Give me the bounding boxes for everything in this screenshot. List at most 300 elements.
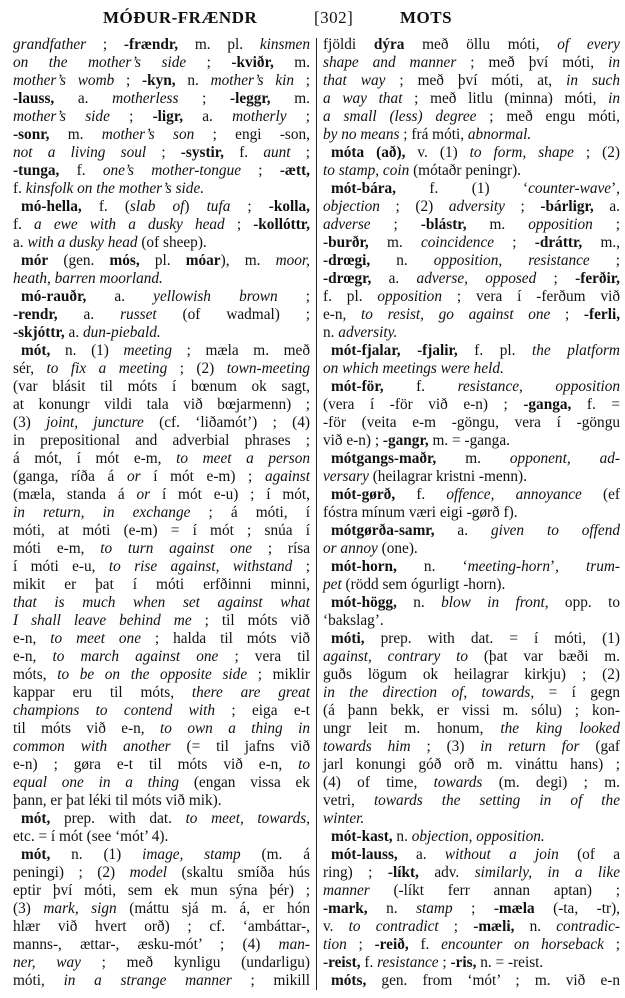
entry-line <box>323 774 620 792</box>
headword: móta (að), <box>331 144 406 161</box>
definition-text: on the mother’s side <box>13 54 187 71</box>
definition-text: similarly, in a like <box>474 864 620 881</box>
entry-text: ; <box>146 144 181 161</box>
definition-text: a small (less) degree <box>323 108 477 125</box>
headword: mótgørða-samr, <box>331 522 435 539</box>
entry-line <box>13 306 310 324</box>
entry-line <box>13 738 310 756</box>
entry-line <box>13 936 310 954</box>
definition-text: yellowish brown <box>153 288 278 305</box>
entry-text: (4) of time, <box>323 774 434 791</box>
entry-text: m. <box>368 234 421 251</box>
headword: -kolla, <box>268 198 310 215</box>
definition-text: that is much when set against what <box>13 594 310 611</box>
entry-line <box>323 576 620 594</box>
entry-line <box>323 252 620 270</box>
entry-line <box>323 756 620 774</box>
entry-text: (rödd sem ógurligt -horn). <box>341 576 506 593</box>
headword: -dráttr, <box>534 234 583 251</box>
entry-text: á mót, í mót e-m, <box>13 450 177 467</box>
headword: mót-horn, <box>331 558 397 575</box>
entry-text: ; <box>294 72 311 89</box>
entry-text: (3) <box>13 900 44 917</box>
entry-text: a. <box>13 234 28 251</box>
page-number: [302] <box>314 8 354 27</box>
entry-text: v. <box>323 918 349 935</box>
definition-text: dun-piebald. <box>82 324 161 341</box>
entry-line <box>13 450 310 468</box>
entry-text: ) <box>184 198 207 215</box>
entry-text: ; <box>504 198 541 215</box>
definition-text: kinsmen <box>259 36 310 53</box>
entry-text: ; engi -son, <box>194 126 310 143</box>
entry-text: þann, er þat léki til móts við mik). <box>13 792 222 809</box>
entry-text: (engan vissa ek <box>179 774 310 791</box>
definition-text: russet <box>120 306 157 323</box>
dictionary-entry <box>13 810 310 846</box>
definition-text: aunt <box>263 144 291 161</box>
dictionary-entry <box>323 558 620 594</box>
entry-text: (of wadmal) ; <box>156 306 311 323</box>
running-head-left: MÓÐUR-FRÆNDR <box>103 8 258 27</box>
entry-text: ; <box>224 216 254 233</box>
entry-text: opp. to <box>548 594 620 611</box>
definition-text: to be on the opposite side <box>57 666 248 683</box>
entry-text: ; með engu móti, <box>476 108 620 125</box>
definition-text: in return for <box>480 738 580 755</box>
definition-text: ner, way <box>13 954 81 971</box>
entry-line <box>13 594 310 612</box>
headword: mót-kast, <box>331 828 393 845</box>
headword: mót-för, <box>331 378 384 395</box>
headword: mót, <box>21 810 51 827</box>
headword: mós, <box>109 252 140 269</box>
entry-line <box>13 486 310 504</box>
headword: -mæli, <box>473 918 515 935</box>
entry-text: ; (2) <box>379 198 449 215</box>
entry-line <box>13 774 310 792</box>
headword: -reist, <box>323 954 361 971</box>
entry-line <box>13 972 310 990</box>
entry-text: kappar eru til móts, <box>13 684 192 701</box>
dictionary-entry <box>323 180 620 342</box>
headword: -skjóttr, <box>13 324 65 341</box>
entry-line <box>13 252 310 270</box>
entry-line <box>323 126 620 144</box>
entry-text: n. ‘ <box>396 558 468 575</box>
entry-text: ; <box>550 306 584 323</box>
entry-line <box>323 396 620 414</box>
definition-text: image, stamp <box>142 846 241 863</box>
entry-text: ; <box>86 36 124 53</box>
entry-line <box>323 432 620 450</box>
dictionary-entry <box>323 486 620 522</box>
entry-text: ; (2) <box>167 360 227 377</box>
definition-text: mark, sign <box>43 900 117 917</box>
entry-text: ; <box>346 936 375 953</box>
definition-text: tufa <box>206 198 231 215</box>
entry-text: v. (1) <box>405 144 470 161</box>
entry-text: (cf. ‘liðamót’) ; (4) <box>143 414 310 431</box>
headword: -rendr, <box>13 306 58 323</box>
entry-text: n. <box>367 900 417 917</box>
entry-line <box>13 954 310 972</box>
entry-text: e-n) ; gøra e-t til móts við e-n, <box>13 756 299 773</box>
entry-text: ; <box>370 216 421 233</box>
entry-line <box>323 180 620 198</box>
entry-text: f. <box>408 936 442 953</box>
entry-line <box>323 792 620 810</box>
definition-text: a ewe with a dusky head <box>34 216 225 233</box>
dictionary-entry <box>323 144 620 180</box>
entry-text: n. (1) <box>50 846 143 863</box>
entry-line <box>13 126 310 144</box>
definition-text: to meet a person <box>176 450 310 467</box>
definition-text: motherless <box>112 90 179 107</box>
definition-text: motherly <box>232 108 287 125</box>
entry-text: ; með því móti, at, <box>385 72 567 89</box>
definition-text: to stamp, coin <box>323 162 410 179</box>
entry-text: fjöldi <box>323 36 374 53</box>
entry-line <box>13 792 310 810</box>
entry-line <box>13 198 310 216</box>
entry-text: til móts við e-n, <box>13 720 161 737</box>
entry-text: ; <box>277 288 311 305</box>
entry-text: ), m. <box>220 252 276 269</box>
headword: -drœgr, <box>323 270 372 287</box>
entry-line <box>13 756 310 774</box>
definition-text: slab of <box>129 198 185 215</box>
entry-line <box>323 162 620 180</box>
entry-text: ; mæla m. með <box>171 342 310 359</box>
entry-text: (3) <box>13 414 47 431</box>
headword: -ligr, <box>152 108 184 125</box>
definition-text: by no means <box>323 126 400 143</box>
entry-line <box>13 396 310 414</box>
entry-line <box>13 414 310 432</box>
dictionary-entry <box>323 36 620 144</box>
definition-text: in a strange manner <box>63 972 232 989</box>
definition-text: to meet, towards, <box>185 810 310 827</box>
entry-text: ; <box>186 54 232 71</box>
headword: -ganga, <box>523 396 572 413</box>
entry-text: manns-, ættar-, æsku-mót’ ; (4) <box>13 936 279 953</box>
definition-text: without a join <box>444 846 559 863</box>
entry-line <box>323 90 620 108</box>
definition-text: equal one in a thing <box>13 774 180 791</box>
definition-text: in <box>608 90 620 107</box>
right-column <box>323 36 620 990</box>
definition-text: town-meeting <box>226 360 311 377</box>
dictionary-entry <box>13 252 310 288</box>
entry-text: adv. <box>418 864 475 881</box>
headword: -tunga, <box>13 162 60 179</box>
headword: móts, <box>331 972 367 989</box>
dictionary-entry <box>323 594 620 630</box>
entry-text: ; <box>494 234 535 251</box>
entry-text: f. pl. <box>323 288 378 305</box>
headword: -kyn, <box>142 72 176 89</box>
entry-line <box>323 666 620 684</box>
entry-text: ; eiga e-t <box>215 702 310 719</box>
entry-line <box>13 720 310 738</box>
definition-text: abnormal. <box>467 126 532 143</box>
entry-text: ; <box>603 936 620 953</box>
entry-text: (m. degi) ; m. <box>482 774 620 791</box>
entry-text: ; með kynligu (undarligu) <box>80 954 310 971</box>
headword: -kollóttr, <box>253 216 310 233</box>
entry-text: a. <box>593 198 620 215</box>
entry-line <box>323 918 620 936</box>
entry-text: ; á móti, í <box>190 504 310 521</box>
headword: mót, <box>21 342 51 359</box>
entry-text: a. <box>57 306 121 323</box>
entry-text: m. <box>49 126 102 143</box>
entry-text: e-n, <box>13 630 51 647</box>
entry-text: (ganga, ríða á <box>13 468 127 485</box>
entry-text: í mót e-m) ; <box>140 468 265 485</box>
running-head-right: MOTS <box>400 8 453 27</box>
entry-line <box>13 108 310 126</box>
definition-text: champions to contend with <box>13 702 216 719</box>
entry-text: a. <box>434 522 491 539</box>
entry-text: a. <box>371 270 417 287</box>
entry-text: ; frá móti, <box>399 126 468 143</box>
definition-text: opponent, ad- <box>509 450 620 467</box>
entry-line <box>323 594 620 612</box>
entry-text: m. <box>273 54 311 71</box>
entry-line <box>323 522 620 540</box>
definition-text: on which meetings were held. <box>323 360 504 377</box>
entry-line <box>13 810 310 828</box>
entry-text: jarl konungi góð orð m. vináttu hans) ; <box>323 756 620 773</box>
entry-line <box>323 828 620 846</box>
headword: -mæla <box>493 900 535 917</box>
entry-line <box>13 180 310 198</box>
entry-text: ; <box>292 558 311 575</box>
entry-text: f. <box>13 216 35 233</box>
entry-line <box>323 558 620 576</box>
entry-line <box>323 954 620 972</box>
headword: -reið, <box>374 936 409 953</box>
entry-text: f. <box>59 162 103 179</box>
entry-text: með öllu móti, <box>404 36 558 53</box>
entry-text: a. <box>54 90 113 107</box>
definition-text: opposition, resistance <box>433 252 590 269</box>
entry-text: ; <box>452 900 494 917</box>
definition-text: man- <box>278 936 310 953</box>
headword: -mark, <box>323 900 368 917</box>
entry-text: at konungr vildi tala við bœjarmenn) ; <box>13 396 310 413</box>
headword: -gangr, <box>382 432 429 449</box>
definition-text: to rise against, withstand <box>108 558 293 575</box>
entry-line <box>13 72 310 90</box>
dictionary-entry <box>323 522 620 558</box>
definition-text: meeting <box>123 342 172 359</box>
definition-text: or <box>136 486 151 503</box>
entry-text: (-ta, -tr), <box>534 900 620 917</box>
entry-line <box>13 162 310 180</box>
definition-text: I shall leave behind me <box>13 612 192 629</box>
entry-line <box>323 144 620 162</box>
entry-text: ’, <box>550 558 586 575</box>
entry-line <box>323 972 620 990</box>
entry-text: e-n, <box>323 306 362 323</box>
entry-text: ; mikill <box>231 972 310 989</box>
headword: -lauss, <box>13 90 55 107</box>
definition-text: to contradict <box>348 918 439 935</box>
entry-text: í mót e-u) ; í mót, <box>150 486 310 503</box>
dictionary-entry <box>13 198 310 252</box>
entry-line <box>323 414 620 432</box>
entry-text: (= til jafns við <box>170 738 310 755</box>
entry-text: m. <box>270 90 310 107</box>
entry-text: prep. with dat. <box>50 810 186 827</box>
entry-line <box>13 702 310 720</box>
definition-text: versary <box>323 468 369 485</box>
definition-text: with a dusky head <box>27 234 138 251</box>
entry-line <box>323 108 620 126</box>
definition-text: to resist, go against one <box>361 306 551 323</box>
definition-text: to form, shape <box>469 144 574 161</box>
entry-text: f. (1) ‘ <box>396 180 529 197</box>
definition-text: pet <box>323 576 342 593</box>
dictionary-entry <box>13 288 310 342</box>
entry-line <box>323 900 620 918</box>
entry-text: ; með því móti, <box>456 54 609 71</box>
entry-text: ; <box>438 954 451 971</box>
definition-text: objection, opposition. <box>411 828 545 845</box>
entry-line <box>323 72 620 90</box>
entry-line <box>13 288 310 306</box>
entry-text: (one). <box>377 540 418 557</box>
entry-text: ; vera í -ferðum við <box>441 288 620 305</box>
entry-text: fóstra mínum væri eigi -gørð f). <box>323 504 518 521</box>
entry-line <box>13 918 310 936</box>
entry-line <box>13 666 310 684</box>
entry-line <box>13 864 310 882</box>
definition-text: that way <box>323 72 386 89</box>
entry-text: n. <box>392 828 412 845</box>
entry-line <box>13 378 310 396</box>
definition-text: manner <box>323 882 370 899</box>
entry-text: mikit er þat í móti erfðinni minni, <box>13 576 310 593</box>
entry-text: f. <box>383 378 458 395</box>
entry-text: f. <box>395 486 447 503</box>
definition-text: counter-wave <box>528 180 612 197</box>
headword: -burðr, <box>323 234 369 251</box>
entry-text: a. <box>86 288 154 305</box>
dictionary-entry <box>323 972 620 990</box>
entry-line <box>13 558 310 576</box>
entry-line <box>13 630 310 648</box>
entry-text: ; <box>438 918 474 935</box>
entry-text: (heilagrar kristni -menn). <box>368 468 527 485</box>
entry-line <box>323 342 620 360</box>
entry-line <box>323 540 620 558</box>
column-divider <box>316 38 317 990</box>
entry-text: etc. = í mót (see ‘mót’ 4). <box>13 828 169 845</box>
definition-text: opposition <box>377 288 442 305</box>
entry-line <box>323 36 620 54</box>
entry-text: (skaltu smíða hús <box>167 864 310 881</box>
dictionary-entry <box>323 846 620 972</box>
entry-text: ‘bakslag’. <box>323 612 384 629</box>
headword: dýra <box>373 36 405 53</box>
entry-text: a. <box>397 846 445 863</box>
definition-text: blow in front, <box>441 594 549 611</box>
entry-text: (mæla, standa á <box>13 486 137 503</box>
definition-text: in the direction of, towards, <box>323 684 535 701</box>
entry-line <box>13 504 310 522</box>
entry-text: móts, <box>13 666 58 683</box>
entry-text: = í gegn <box>534 684 620 701</box>
headword: mór <box>21 252 49 269</box>
entry-line <box>13 828 310 846</box>
entry-text: m., <box>582 234 621 251</box>
dictionary-entry <box>323 342 620 378</box>
entry-text: ; vera til <box>218 648 310 665</box>
entry-line <box>13 216 310 234</box>
entry-text: -för (veita e-m -göngu, vera í -göngu <box>323 414 620 431</box>
definition-text: the platform <box>532 342 620 359</box>
entry-text: n. <box>514 918 557 935</box>
headword: mót-gørð, <box>331 486 396 503</box>
entry-text: (þat var bæði m. <box>468 648 620 665</box>
definition-text: or annoy <box>323 540 378 557</box>
definition-text: heath, barren moorland. <box>13 270 163 287</box>
definition-text: tion <box>323 936 347 953</box>
entry-text: (gen. <box>48 252 110 269</box>
entry-line <box>13 432 310 450</box>
entry-text: (mótaðr peningr). <box>409 162 521 179</box>
definition-text: mother’s womb <box>13 72 115 89</box>
entry-line <box>323 324 620 342</box>
headword: -líkt, <box>387 864 419 881</box>
entry-text: f. pl. <box>457 342 533 359</box>
entry-line <box>13 576 310 594</box>
definition-text: joint, juncture <box>46 414 144 431</box>
entry-line <box>13 360 310 378</box>
entry-text: e-n, <box>13 648 53 665</box>
entry-text: (gaf <box>579 738 620 755</box>
definition-text: meeting-horn <box>467 558 550 575</box>
definition-text: shape and manner <box>323 54 457 71</box>
definition-text: in <box>608 54 620 71</box>
entry-line <box>13 522 310 540</box>
entry-text: móti e-m, <box>13 540 101 557</box>
entry-line <box>323 864 620 882</box>
definition-text: stamp <box>416 900 453 917</box>
entry-line <box>13 270 310 288</box>
entry-line <box>323 216 620 234</box>
entry-text: ; <box>109 108 153 125</box>
definition-text: objection <box>323 198 380 215</box>
definition-text: against <box>264 468 310 485</box>
entry-text: í móti e-u, <box>13 558 109 575</box>
entry-text: ; <box>230 198 269 215</box>
definition-text: to meet one <box>50 630 141 647</box>
headword: -ætt, <box>279 162 310 179</box>
definition-text: against, contrary to <box>323 648 469 665</box>
entry-text: ; <box>290 144 310 161</box>
entry-text: hlær við hvert orð) ; cf. ‘ambáttar-, <box>13 918 310 935</box>
entry-line <box>323 504 620 522</box>
definition-text: adversity. <box>338 324 398 341</box>
entry-text: n. (1) <box>50 342 124 359</box>
headword: -kviðr, <box>231 54 274 71</box>
headword: mót-lauss, <box>331 846 398 863</box>
